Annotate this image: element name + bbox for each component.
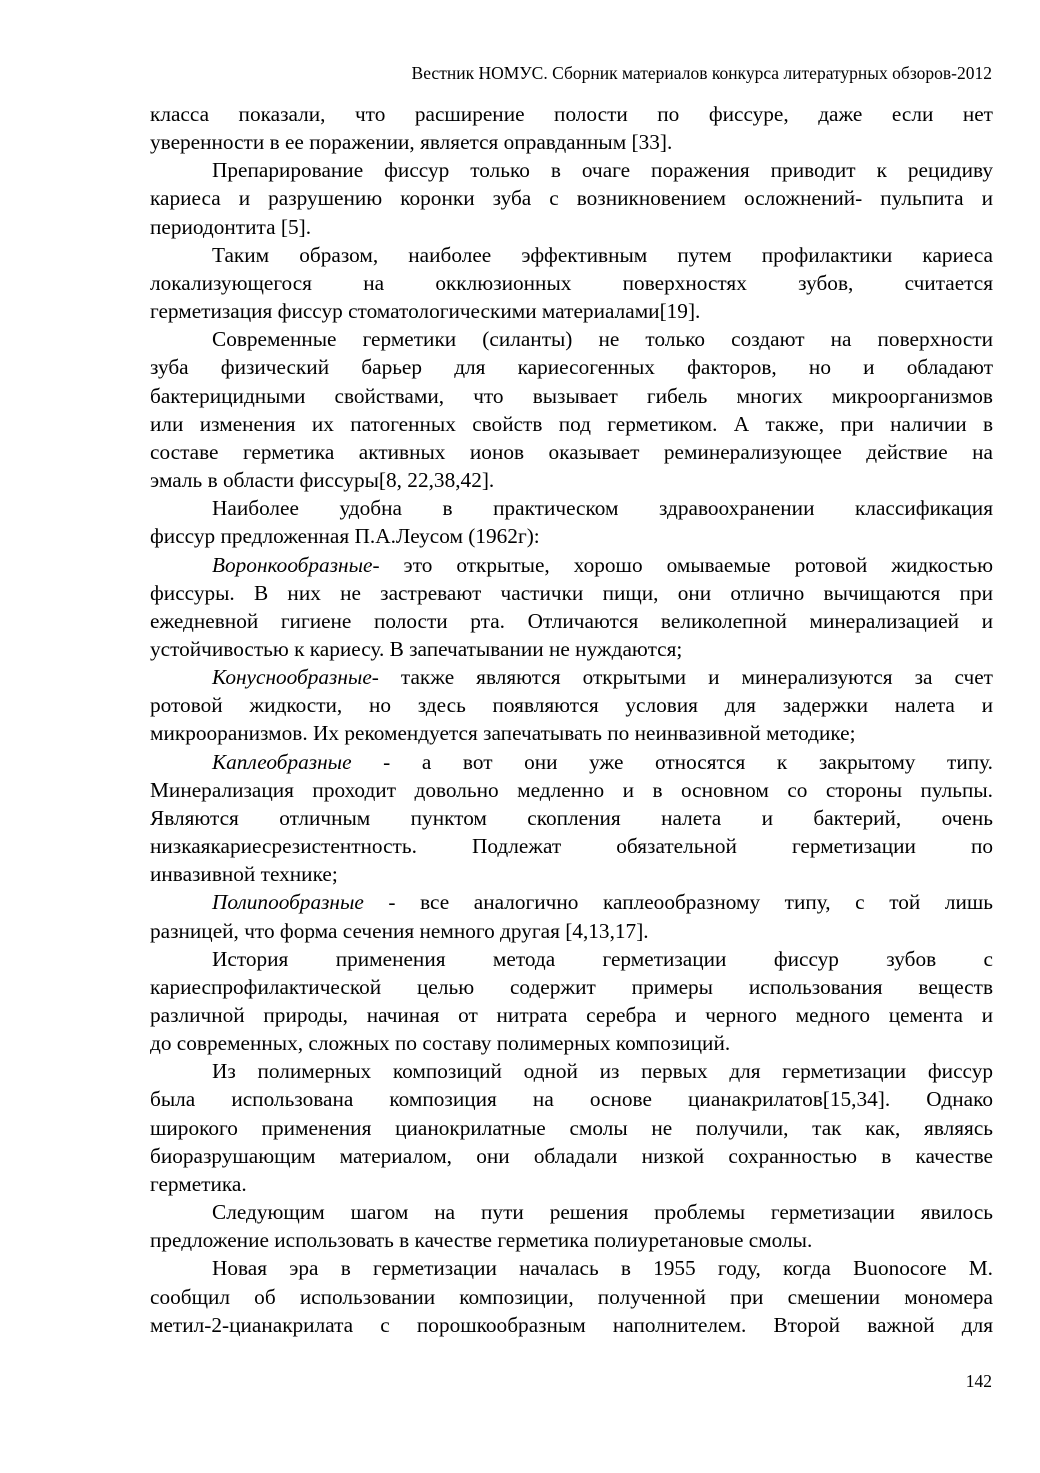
term: Каплеобразные (212, 749, 352, 774)
paragraph-fissure-type: Конуснообразные- также являются открытыми и минерализуются за счет ротовой жидкости, но здесь появляются условия для задержки налета и микрооранизмов. Их рекомендуется запечатывать по неинвазивной методике; (150, 665, 993, 746)
paragraph: Современные герметики (силанты) не только создают на поверхности зуба физический барьер для кариесогенных факторов, но и обладают бактерицидными свойствами, что вызывает гибель многих микроорганизмов или изменения их патогенных свойств под герметиком. А также, при наличии в составе герметика активных ионов оказывает реминерализующее действие на эмаль в области фиссуры[8, 22,38,42]. (150, 327, 993, 493)
paragraph: Препарирование фиссур только в очаге поражения приводит к рецидиву кариеса и разрушению коронки зуба с возникновением осложнений- пульпита и периодонтита [5]. (150, 158, 993, 239)
paragraph: Наиболее удобна в практическом здравоохранении классификация фиссур предложенная П.А.Леусом (1962г): (150, 496, 993, 549)
term: Конуснообразные (212, 665, 372, 690)
paragraph: История применения метода герметизации фиссур зубов с кариеспрофилактической целью содержит примеры использования веществ различной природы, начиная от нитрата серебра и черного медного цемента и до современных, сложных по составу полимерных композиций. (150, 946, 993, 1056)
term: Полипообразные (212, 890, 364, 915)
paragraph: класса показали, что расширение полости по фиссуре, даже если нет уверенности в ее поражении, является оправданным [33]. (150, 102, 993, 155)
paragraph-fissure-type: Каплеобразные - а вот они уже относятся к закрытому типу. Минерализация проходит довольно медленно и в основном со стороны пульпы. Являются отличным пунктом скопления налета и бактерий, очень низкаякариесрезистентность. Подлежат обязательной герметизации по инвазивной технике; (150, 749, 993, 887)
paragraph: Новая эра в герметизации началась в 1955 году, когда Buonocore M. сообщил об использовании композиции, полученной при смешении мономера метил-2-цианакрилата с порошкообразным наполнителем. Второй важной для (150, 1256, 993, 1337)
term: Воронкообразные (212, 552, 373, 577)
page-number: 142 (965, 1371, 992, 1391)
paragraph: Таким образом, наиболее эффективным путем профилактики кариеса локализующегося на окклюзионных поверхностях зубов, считается герметизация фиссур стоматологическими материалами[19]. (150, 242, 993, 324)
paragraph-fissure-type: Полипообразные - все аналогично каплеообразному типу, с той лишь разницей, что форма сечения немного другая [4,13,17]. (150, 890, 993, 943)
paragraph: Из полимерных композиций одной из первых для герметизации фиссур была использована композиция на основе цианакрилатов[15,34]. Однако широкого применения цианокрилатные смолы не получили, так как, являясь биоразрушающим материалом, они обладали низкой сохранностью в качестве герметика. (150, 1059, 993, 1196)
body-text (150, 100, 993, 1339)
running-header: Вестник НОМУС. Сборник материалов конкурса литературных обзоров-2012 (411, 63, 992, 83)
paragraph: Следующим шагом на пути решения проблемы герметизации явилось предложение использовать в качестве герметика полиуретановые смолы. (150, 1200, 993, 1253)
paragraph-fissure-type: Воронкообразные- это открытые, хорошо омываемые ротовой жидкостью фиссуры. В них не застревают частички пищи, они отлично вычищаются при ежедневной гигиене полости рта. Отличаются великолепной минерализацией и устойчивостью к кариесу. В запечатывании не нуждаются; (150, 552, 993, 661)
